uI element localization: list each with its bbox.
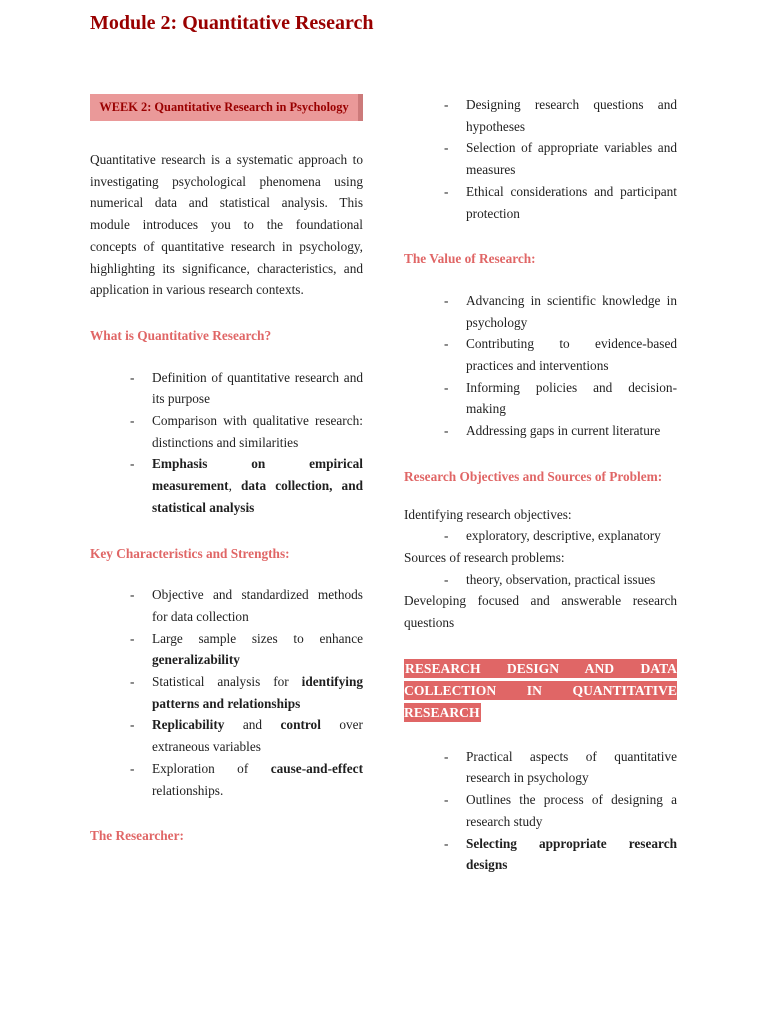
dash-bullet: - bbox=[444, 97, 449, 112]
text-run: Exploration of bbox=[152, 760, 271, 776]
dash-bullet: - bbox=[444, 423, 449, 439]
text-run: Ethical considerations and participant protection bbox=[466, 183, 677, 221]
highlight-text: RESEARCH DESIGN AND DATA COLLECTION IN QUANTITATIVE RESEARCH bbox=[404, 660, 677, 720]
bullet-list bbox=[90, 584, 363, 801]
list-item bbox=[404, 833, 677, 876]
bold-text-run: identifying patterns and relationships bbox=[152, 674, 363, 711]
text-run: relationships. bbox=[152, 782, 224, 798]
list-item bbox=[90, 584, 363, 627]
dash-bullet: - bbox=[130, 587, 135, 603]
list-item bbox=[404, 290, 677, 333]
list-item bbox=[404, 789, 677, 832]
list-item bbox=[404, 420, 677, 442]
text-run: Comparison with qualitative research: distinctions and similarities bbox=[152, 413, 363, 450]
list-item-text bbox=[466, 525, 677, 547]
dash-bullet: - bbox=[130, 413, 135, 429]
right-column bbox=[404, 94, 677, 878]
text-block bbox=[404, 504, 677, 634]
text-run: Advancing in scientific knowledge in psychology bbox=[466, 292, 677, 330]
dash-bullet: - bbox=[444, 292, 449, 308]
bold-text-run: Emphasis on empirical measurement bbox=[152, 456, 363, 494]
section-heading: What is Quantitative Research? bbox=[90, 327, 272, 343]
text-run: over extraneous variables bbox=[152, 717, 363, 755]
list-item bbox=[90, 453, 363, 518]
dash-bullet: - bbox=[130, 760, 135, 776]
paragraph bbox=[90, 149, 363, 301]
text-run: Selection of appropriate variables and measures bbox=[466, 140, 677, 178]
text-run: Addressing gaps in current literature bbox=[466, 423, 661, 439]
text-line bbox=[404, 547, 677, 569]
list-item-text bbox=[466, 377, 677, 420]
dash-bullet: - bbox=[444, 379, 449, 395]
text-run: Contributing to evidence-based practices and interventions bbox=[466, 336, 677, 374]
text-run: Large sample sizes to enhance bbox=[152, 630, 363, 646]
dash-bullet: - bbox=[130, 674, 135, 690]
list-item-text bbox=[466, 833, 677, 876]
section-heading: Research Objectives and Sources of Problem: bbox=[404, 468, 663, 484]
highlighted-heading bbox=[404, 658, 677, 724]
list-item-text bbox=[466, 746, 677, 789]
section-heading: Key Characteristics and Strengths: bbox=[90, 545, 290, 561]
list-item-text bbox=[152, 453, 363, 518]
text-run: Informing policies and decision-making bbox=[466, 379, 677, 417]
text-run: Developing focused and answerable research questions bbox=[404, 593, 677, 631]
two-column-layout bbox=[90, 94, 678, 878]
bullet-list bbox=[90, 367, 363, 519]
week-banner: WEEK 2: Quantitative Research in Psychology bbox=[90, 94, 363, 121]
list-item bbox=[404, 137, 677, 180]
text-run: Sources of research problems: bbox=[404, 549, 565, 565]
text-run: Objective and standardized methods for data collection bbox=[152, 587, 363, 624]
section-heading: The Value of Research: bbox=[404, 251, 536, 267]
bold-text-run: Replicability bbox=[152, 717, 225, 733]
dash-bullet: - bbox=[444, 183, 449, 199]
list-item-text bbox=[466, 569, 677, 591]
bold-text-run: generalizability bbox=[152, 652, 240, 668]
list-item-text bbox=[466, 181, 677, 224]
list-item bbox=[404, 181, 677, 224]
bullet-list bbox=[404, 94, 677, 224]
text-line bbox=[404, 590, 677, 633]
dash-bullet: - bbox=[444, 792, 449, 808]
list-item-text bbox=[152, 410, 363, 453]
dash-bullet: - bbox=[130, 717, 135, 733]
dash-bullet: - bbox=[444, 835, 449, 851]
list-item-text bbox=[466, 137, 677, 180]
bold-text-run: Selecting appropriate research designs bbox=[466, 835, 677, 873]
text-run: Definition of quantitative research and its purpose bbox=[152, 369, 363, 407]
list-item-text bbox=[466, 789, 677, 832]
text-run: and bbox=[224, 717, 281, 733]
list-item bbox=[404, 525, 677, 547]
text-run: exploratory, descriptive, explanatory bbox=[466, 528, 661, 544]
dash-bullet: - bbox=[444, 571, 449, 587]
list-item bbox=[90, 410, 363, 453]
list-item bbox=[404, 377, 677, 420]
bold-text-run: data collection, and statistical analysis bbox=[152, 478, 363, 515]
dash-bullet: - bbox=[130, 630, 135, 646]
list-item bbox=[90, 671, 363, 714]
dash-bullet: - bbox=[444, 140, 449, 156]
list-item-text bbox=[152, 367, 363, 410]
list-item-text bbox=[466, 333, 677, 376]
list-item bbox=[90, 367, 363, 410]
list-item bbox=[404, 333, 677, 376]
text-line bbox=[404, 504, 677, 526]
text-run: , bbox=[228, 478, 241, 494]
dash-bullet: - bbox=[130, 369, 135, 385]
list-item-text bbox=[466, 290, 677, 333]
list-item-text bbox=[466, 420, 677, 442]
text-run: Designing research questions and hypotheses bbox=[466, 97, 677, 134]
dash-bullet: - bbox=[444, 748, 449, 764]
text-run: theory, observation, practical issues bbox=[466, 571, 656, 587]
left-column bbox=[90, 94, 363, 878]
list-item-text bbox=[152, 671, 363, 714]
bold-text-run: cause-and-effect bbox=[270, 760, 363, 776]
text-run: Quantitative research is a systematic approach to investigating psychological phenomena using numerical data and statistical analysis. This module introduces you to the foundational concepts of quantitative research in psychology, highlighting its significance, characteristics, and application in various research contexts. bbox=[90, 152, 363, 298]
list-item bbox=[404, 746, 677, 789]
bullet-list bbox=[404, 746, 677, 876]
list-item bbox=[90, 714, 363, 757]
dash-bullet: - bbox=[444, 528, 449, 544]
list-item-text bbox=[466, 94, 677, 137]
dash-bullet: - bbox=[130, 456, 135, 472]
list-item bbox=[404, 569, 677, 591]
bold-text-run: control bbox=[280, 717, 321, 733]
document-title: Module 2: Quantitative Research bbox=[90, 12, 374, 34]
list-item bbox=[90, 758, 363, 801]
list-item-text bbox=[152, 584, 363, 627]
list-item-text bbox=[152, 758, 363, 801]
text-run: Identifying research objectives: bbox=[404, 506, 572, 522]
text-run: Practical aspects of quantitative research in psychology bbox=[466, 748, 677, 786]
text-run: Statistical analysis for bbox=[152, 674, 302, 690]
bullet-list bbox=[404, 290, 677, 442]
list-item-text bbox=[152, 628, 363, 671]
section-heading: The Researcher: bbox=[90, 828, 184, 844]
dash-bullet: - bbox=[444, 336, 449, 352]
list-item-text bbox=[152, 714, 363, 757]
list-item bbox=[90, 628, 363, 671]
list-item bbox=[404, 94, 677, 137]
text-run: Outlines the process of designing a research study bbox=[466, 792, 677, 829]
